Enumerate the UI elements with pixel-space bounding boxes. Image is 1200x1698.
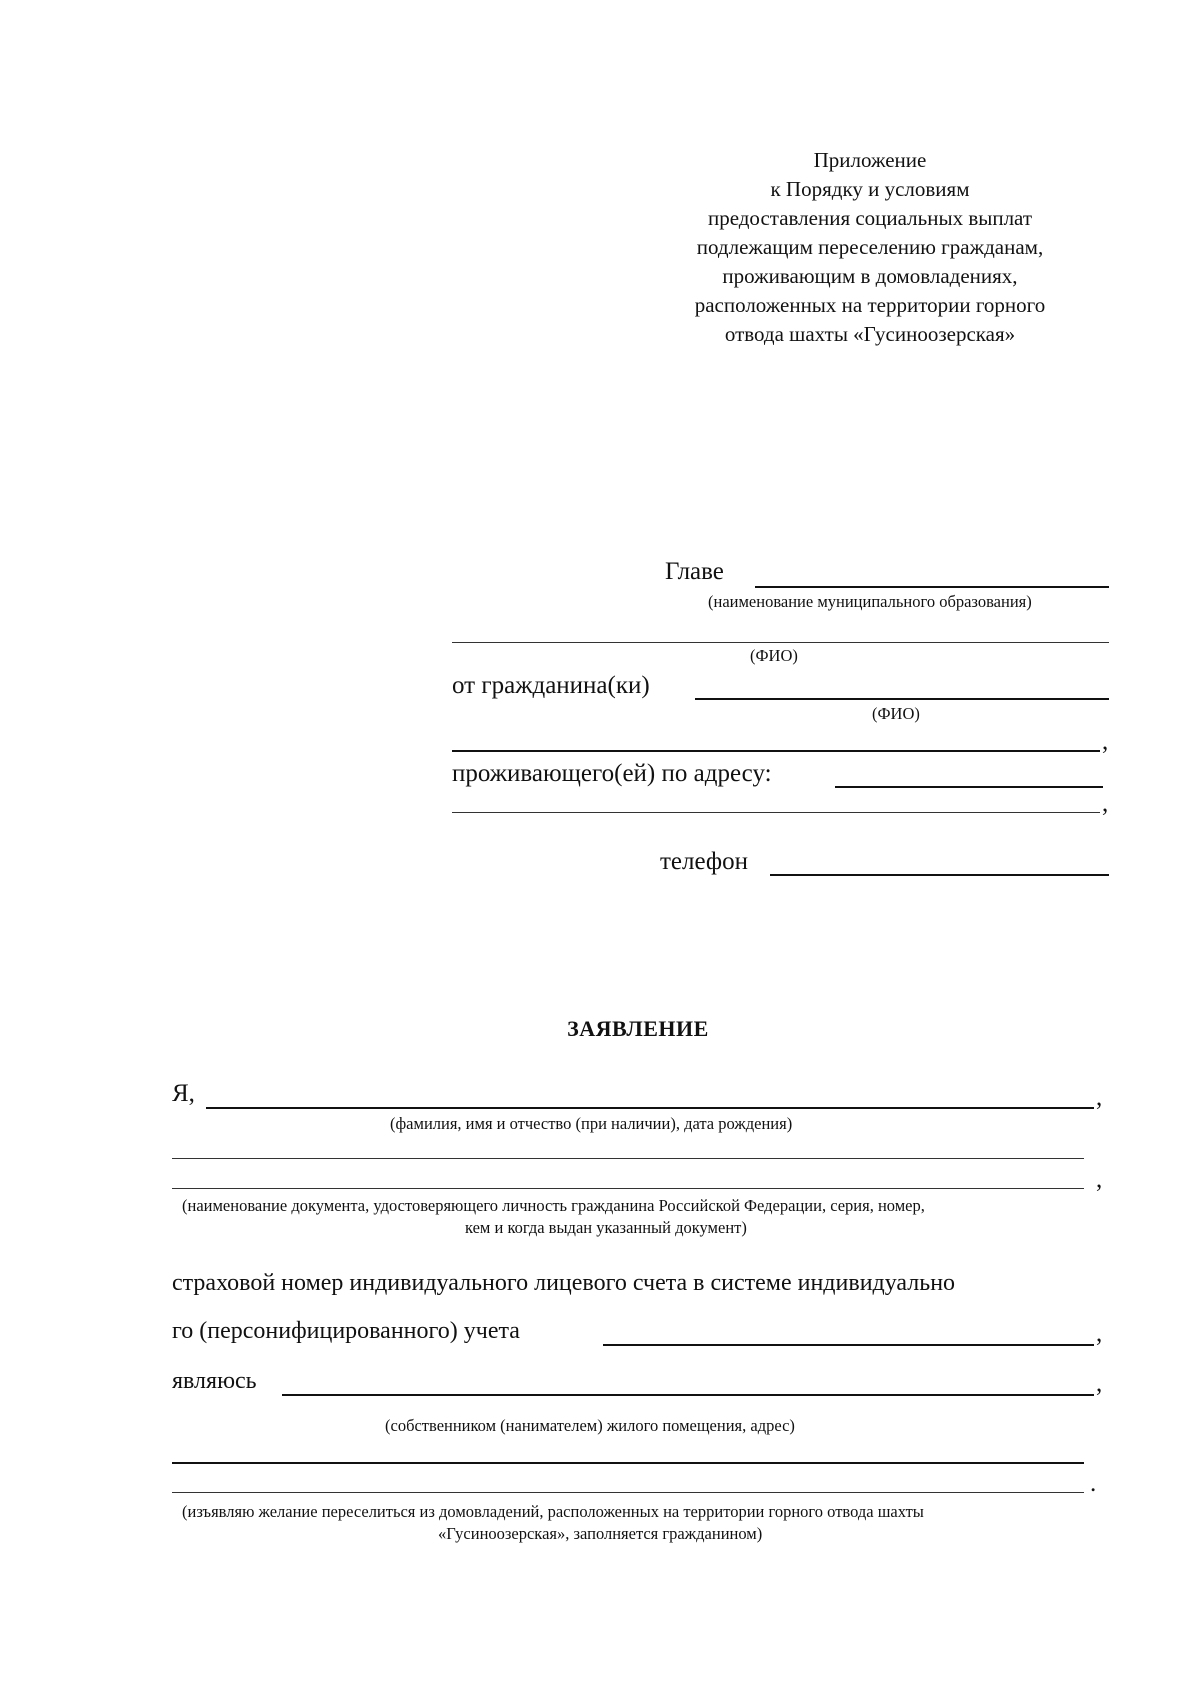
i-label: Я,: [172, 1080, 195, 1107]
appendix-line: к Порядку и условиям: [770, 177, 970, 201]
head-fio-field[interactable]: [452, 642, 1109, 643]
comma: ,: [1102, 728, 1109, 755]
period: .: [1090, 1470, 1097, 1497]
comma: ,: [1096, 1370, 1103, 1397]
municipality-hint: (наименование муниципального образования): [708, 592, 1032, 611]
snils-text-line-1: страховой номер индивидуального лицевого счета в системе индивидуально: [172, 1270, 956, 1296]
comma: ,: [1096, 1166, 1103, 1193]
wish-hint-line-1: (изъявляю желание переселиться из домовладений, расположенных на территории горного отвода шахты: [182, 1502, 924, 1521]
appendix-line: подлежащим переселению гражданам,: [696, 235, 1044, 259]
appendix-line: отвода шахты «Гусиноозерская»: [724, 322, 1016, 346]
snils-field[interactable]: [603, 1344, 1094, 1346]
address-field[interactable]: [835, 786, 1103, 788]
full-name-field[interactable]: [206, 1107, 1094, 1109]
comma: ,: [1096, 1084, 1103, 1111]
fio-hint-1: (ФИО): [750, 646, 798, 665]
owner-address-field-2[interactable]: [172, 1492, 1084, 1493]
appendix-line: предоставления социальных выплат: [707, 206, 1033, 230]
name-hint: (фамилия, имя и отчество (при наличии), дата рождения): [390, 1114, 793, 1133]
citizen-fio-field[interactable]: [695, 698, 1109, 700]
being-field[interactable]: [282, 1394, 1094, 1396]
comma: ,: [1096, 1320, 1103, 1347]
phone-field[interactable]: [770, 874, 1109, 876]
appendix-line: расположенных на территории горного: [694, 293, 1046, 317]
statement-title: ЗАЯВЛЕНИЕ: [567, 1016, 709, 1041]
snils-text-line-2: го (персонифицированного) учета: [172, 1318, 520, 1344]
citizen-extra-field[interactable]: [452, 750, 1100, 752]
appendix-line: Приложение: [813, 148, 927, 172]
phone-label: телефон: [660, 848, 748, 875]
appendix-block: [640, 146, 1100, 349]
document-field-1[interactable]: [172, 1158, 1084, 1159]
address-continuation-field[interactable]: [452, 812, 1100, 813]
glave-label: Главе: [665, 558, 724, 585]
document-hint-line-2: кем и когда выдан указанный документ): [465, 1218, 747, 1237]
wish-hint-line-2: «Гусиноозерская», заполняется гражданином): [438, 1524, 763, 1543]
owner-hint: (собственником (нанимателем) жилого помещения, адрес): [385, 1416, 795, 1435]
from-citizen-label: от гражданина(ки): [452, 672, 650, 699]
being-label: являюсь: [172, 1368, 257, 1394]
municipality-field[interactable]: [755, 586, 1109, 588]
owner-address-field-1[interactable]: [172, 1462, 1084, 1464]
document-hint-line-1: (наименование документа, удостоверяющего личность гражданина Российской Федерации, серия, номер,: [182, 1196, 925, 1215]
comma: ,: [1102, 790, 1109, 817]
appendix-line: проживающим в домовладениях,: [722, 264, 1018, 288]
address-label: проживающего(ей) по адресу:: [452, 760, 772, 787]
document-field-2[interactable]: [172, 1188, 1084, 1189]
fio-hint-2: (ФИО): [872, 704, 920, 723]
